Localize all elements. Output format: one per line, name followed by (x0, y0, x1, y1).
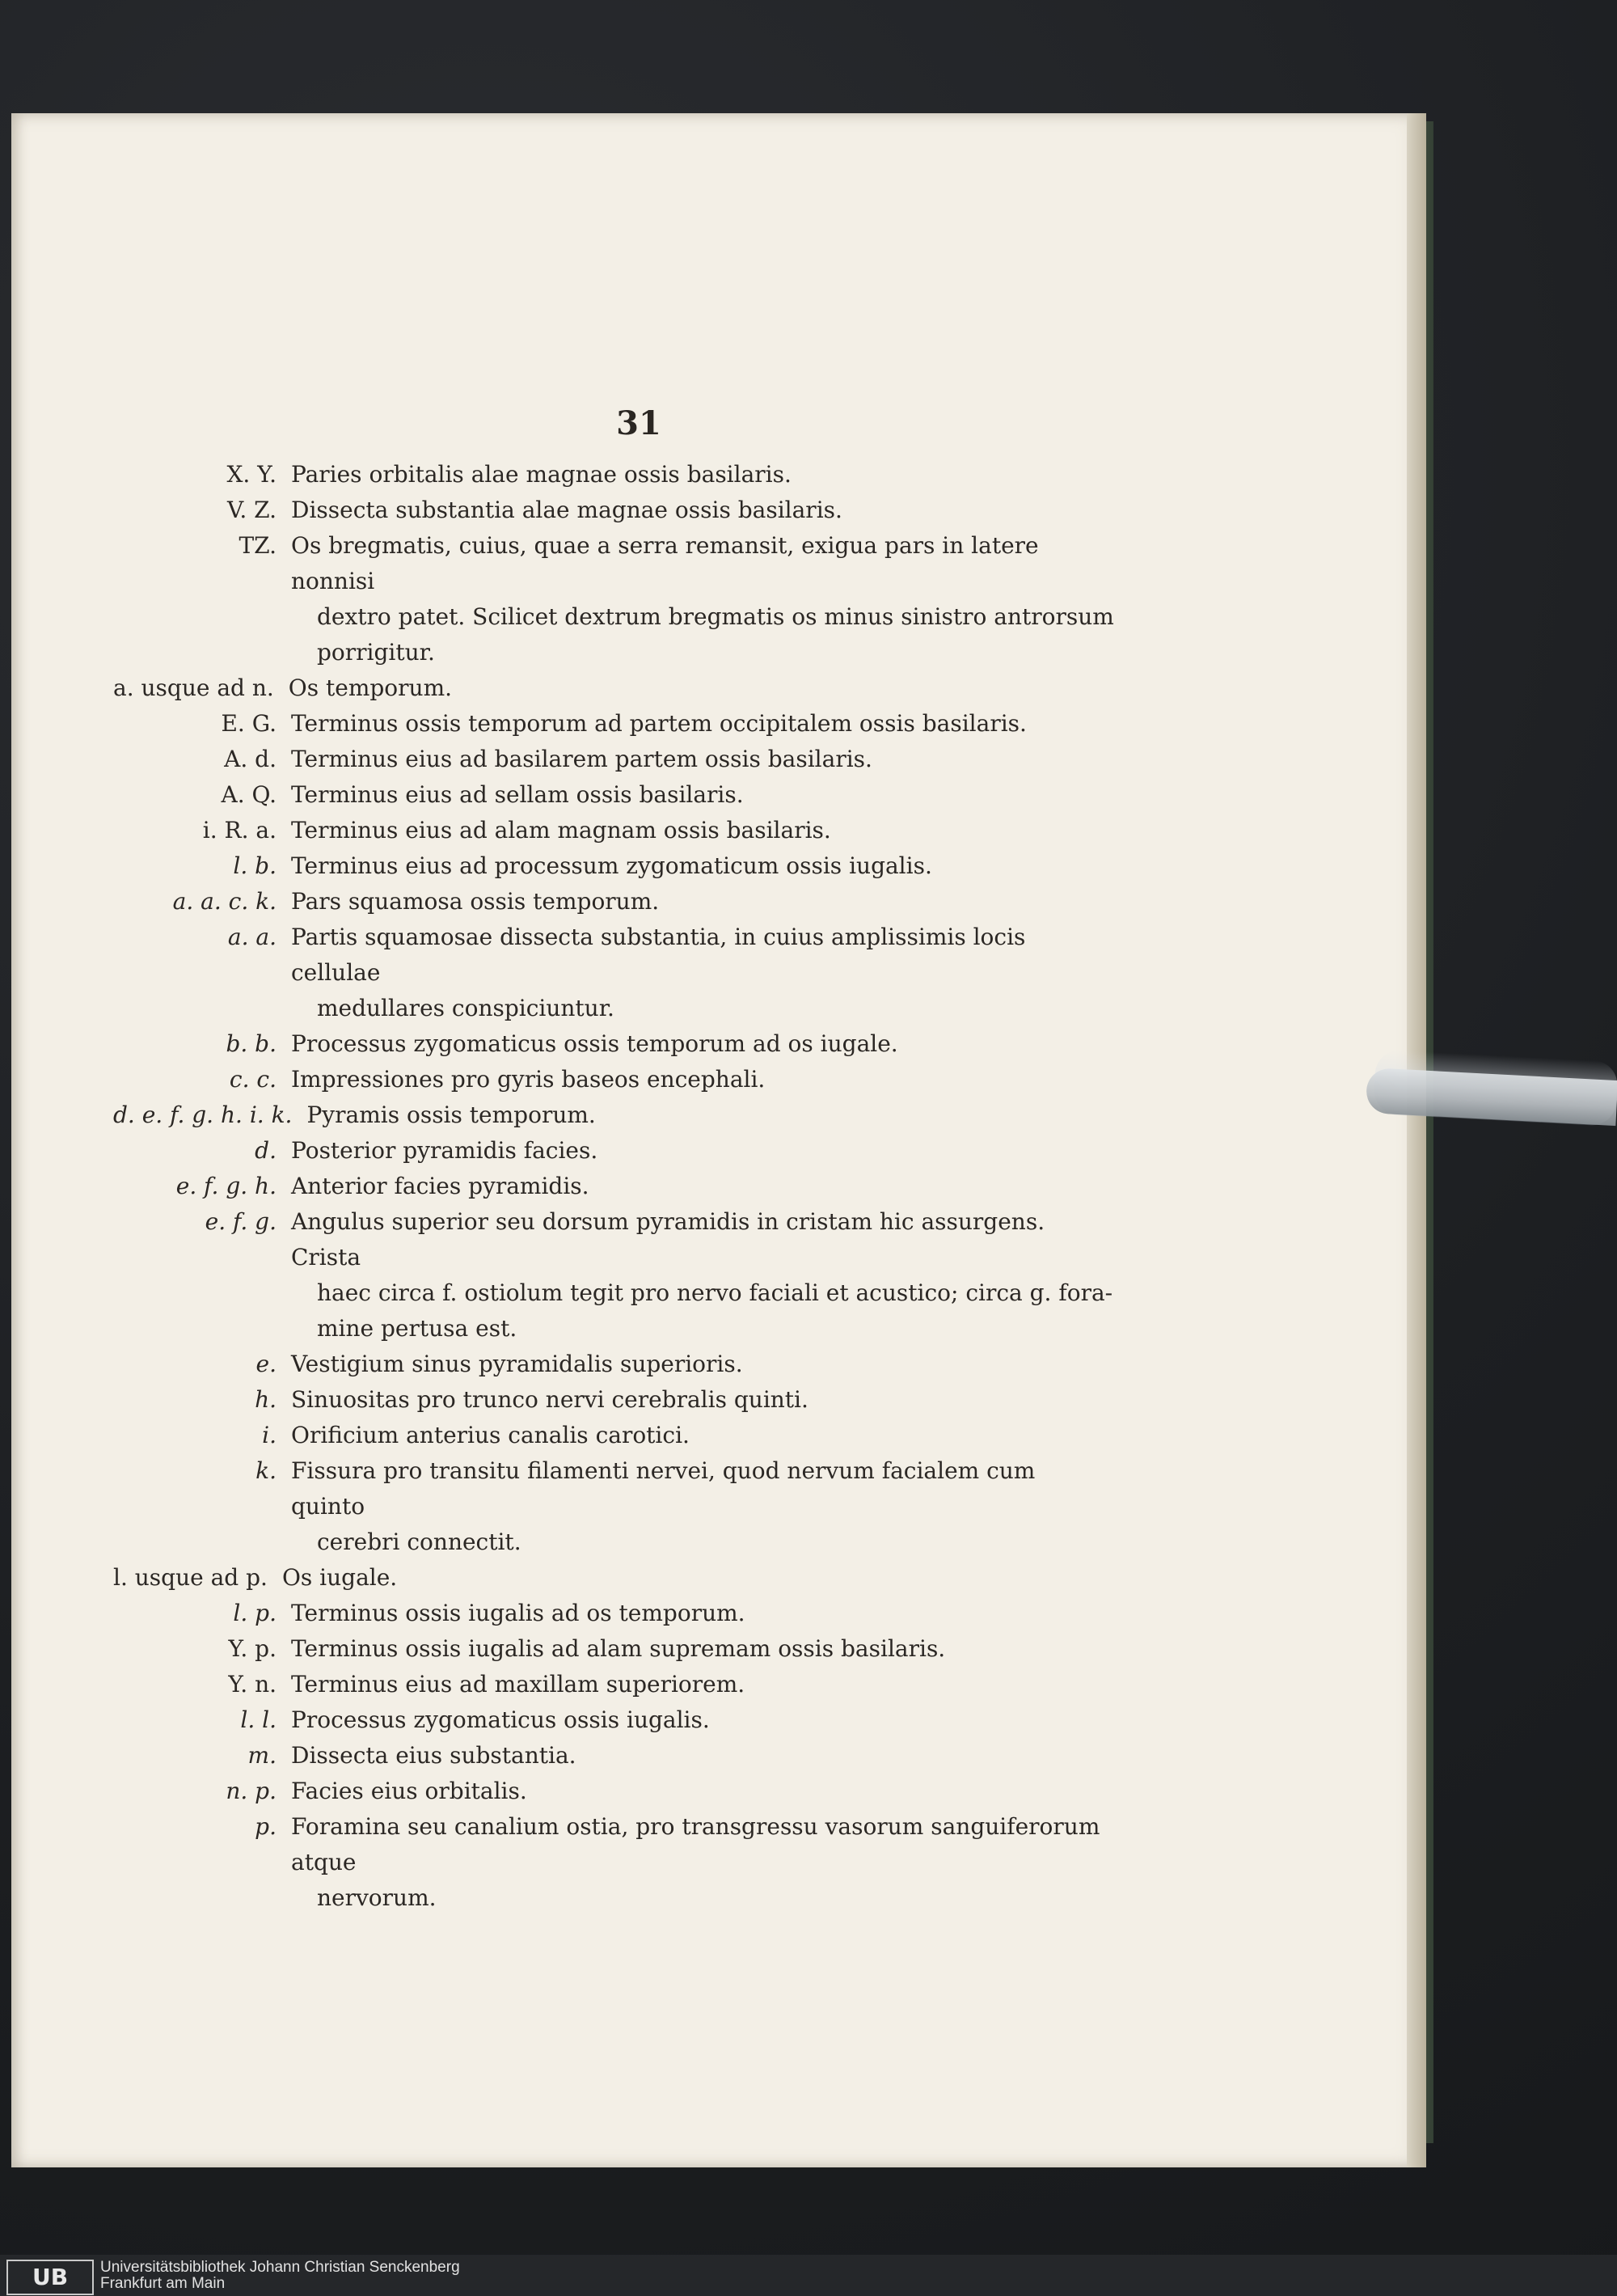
entry-text: Terminus ossis iugalis ad os temporum. (291, 1600, 745, 1626)
entry-label: l. p. (233, 1600, 277, 1626)
entry-text: Impressiones pro gyris baseos encephali. (291, 1066, 766, 1093)
entry-text: Processus zygomaticus ossis temporum ad os iugale. (291, 1030, 898, 1057)
institution-line-2: Frankfurt am Main (100, 2275, 226, 2292)
legend-entry (146, 1702, 1116, 1738)
entry-text: Partis squamosae dissecta substantia, in cuius amplissimis locis cellulae (291, 924, 1026, 986)
entry-text: Terminus eius ad basilarem partem ossis basilaris. (291, 746, 872, 772)
entry-label: Y. p. (228, 1635, 277, 1662)
ub-logo: UB (6, 2260, 94, 2295)
entry-label: Y. n. (228, 1671, 277, 1698)
legend-entry (146, 1667, 1116, 1702)
entry-label: A. Q. (221, 781, 277, 808)
entry-text: Orificium anterius canalis carotici. (291, 1422, 690, 1448)
entry-text: Os iugale. (281, 1564, 398, 1591)
entry-text: Facies eius orbitalis. (291, 1778, 527, 1804)
legend-entry (146, 493, 1116, 528)
institution-name (100, 2260, 460, 2292)
entry-text: Foramina seu canalium ostia, pro transgressu vasorum sanguiferorum atque (291, 1813, 1100, 1875)
entry-label: b. b. (226, 1030, 277, 1057)
entry-text: Fissura pro transitu filamenti nervei, quod nervum facialem cum quinto (291, 1457, 1036, 1520)
legend-entry (146, 742, 1116, 777)
legend-entry (146, 1774, 1116, 1809)
entry-text: Pars squamosa ossis temporum. (291, 888, 660, 915)
entry-label: V. Z. (227, 497, 277, 523)
entry-label: n. p. (226, 1778, 277, 1804)
entry-label: d. e. f. g. h. i. k. (113, 1101, 293, 1128)
entry-label: c. c. (229, 1066, 277, 1093)
entry-text: Angulus superior seu dorsum pyramidis in cristam hic assurgens. Crista (291, 1208, 1045, 1271)
entry-label: a. usque ad n. (113, 674, 274, 701)
entry-text-continuation: porrigitur. (317, 639, 435, 666)
entry-label: e. (255, 1351, 277, 1377)
legend-entry (146, 1738, 1116, 1774)
legend-entry (146, 920, 1116, 1026)
entry-text: Vestigium sinus pyramidalis superioris. (291, 1351, 743, 1377)
entry-label: i. R. a. (202, 817, 277, 844)
entry-text-continuation: dextro patet. Scilicet dextrum bregmatis os minus sinistro antrorsum (317, 603, 1114, 630)
entry-label: l. b. (233, 852, 277, 879)
entry-text: Paries orbitalis alae magnae ossis basilaris. (291, 461, 792, 488)
entry-label: p. (255, 1813, 277, 1840)
legend-entry (146, 1169, 1116, 1204)
entry-text-continuation: nervorum. (317, 1884, 437, 1911)
legend-entry (146, 848, 1116, 884)
entry-label: d. (255, 1137, 277, 1164)
page-number: 31 (616, 404, 661, 442)
entry-label: X. Y. (226, 461, 277, 488)
entry-label: i. (262, 1422, 277, 1448)
legend-entries (113, 457, 1116, 1916)
entry-label: l. l. (240, 1706, 277, 1733)
legend-entry (146, 1062, 1116, 1097)
entry-label: m. (247, 1742, 277, 1769)
entry-text: Posterior pyramidis facies. (291, 1137, 598, 1164)
entry-text: Terminus eius ad sellam ossis basilaris. (291, 781, 744, 808)
entry-label: h. (255, 1386, 277, 1413)
legend-entry (146, 1631, 1116, 1667)
entry-text: Terminus eius ad processum zygomaticum ossis iugalis. (291, 852, 932, 879)
legend-entry (146, 1453, 1116, 1560)
entry-text: Os bregmatis, cuius, quae a serra remansit, exigua pars in latere nonnisi (291, 532, 1039, 594)
legend-entry (113, 1097, 1116, 1133)
entry-label: l. usque ad p. (113, 1564, 268, 1591)
entry-text: Dissecta substantia alae magnae ossis basilaris. (291, 497, 842, 523)
entry-label: e. f. g. h. (175, 1173, 277, 1199)
entry-text: Pyramis ossis temporum. (306, 1101, 596, 1128)
legend-entry (113, 670, 1116, 706)
legend-entry (146, 706, 1116, 742)
entry-label: a. a. c. k. (172, 888, 277, 915)
entry-text: Anterior facies pyramidis. (291, 1173, 589, 1199)
entry-text: Sinuositas pro trunco nervi cerebralis quinti. (291, 1386, 808, 1413)
entry-label: e. f. g. (205, 1208, 277, 1235)
legend-entry (146, 1418, 1116, 1453)
entry-text: Dissecta eius substantia. (291, 1742, 576, 1769)
entry-text: Terminus eius ad maxillam superiorem. (291, 1671, 745, 1698)
legend-entry (146, 457, 1116, 493)
legend-entry (146, 777, 1116, 813)
legend-entry (146, 1382, 1116, 1418)
entry-text: Os temporum. (288, 674, 453, 701)
entry-label: A. d. (224, 746, 277, 772)
legend-entry (146, 1204, 1116, 1347)
entry-text: Terminus ossis temporum ad partem occipitalem ossis basilaris. (291, 710, 1027, 737)
entry-label: TZ. (239, 532, 277, 559)
legend-entry (146, 528, 1116, 670)
legend-entry (146, 1133, 1116, 1169)
legend-entry (146, 1809, 1116, 1916)
footer-bar (0, 2255, 1617, 2296)
entry-text: Processus zygomaticus ossis iugalis. (291, 1706, 710, 1733)
entry-text-continuation: medullares conspiciuntur. (317, 995, 614, 1021)
legend-entry (146, 1596, 1116, 1631)
entry-text-continuation: cerebri connectit. (317, 1529, 521, 1555)
legend-entry (146, 1026, 1116, 1062)
entry-text: Terminus ossis iugalis ad alam supremam ossis basilaris. (291, 1635, 946, 1662)
legend-entry (113, 1560, 1116, 1596)
institution-line-1: Universitätsbibliothek Johann Christian Senckenberg (100, 2259, 460, 2276)
legend-entry (146, 813, 1116, 848)
entry-text-continuation: haec circa f. ostiolum tegit pro nervo faciali et acustico; circa g. fora- (317, 1279, 1113, 1306)
entry-label: a. a. (227, 924, 277, 950)
entry-text: Terminus eius ad alam magnam ossis basilaris. (291, 817, 831, 844)
page-fold (1407, 113, 1426, 2167)
entry-label: k. (255, 1457, 277, 1484)
legend-entry (146, 884, 1116, 920)
legend-entry (146, 1347, 1116, 1382)
entry-label: E. G. (221, 710, 277, 737)
entry-text-continuation: mine pertusa est. (317, 1315, 517, 1342)
